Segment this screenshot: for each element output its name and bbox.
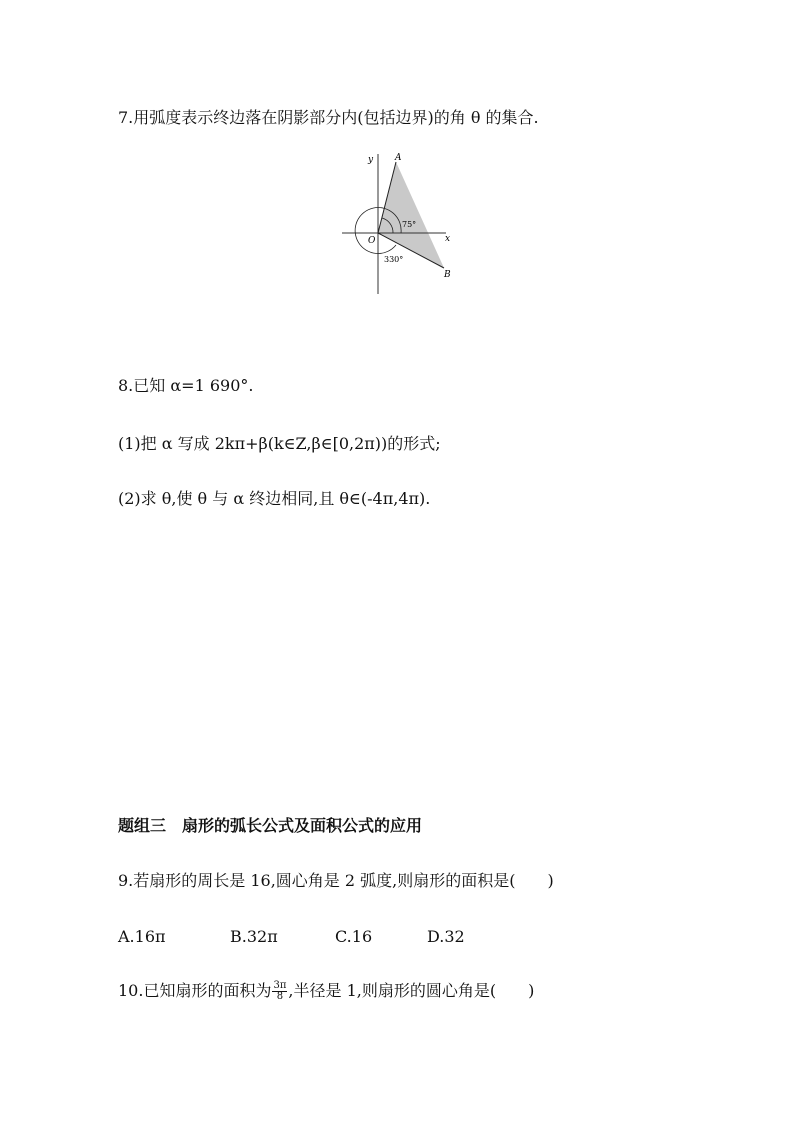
question-9: 9.若扇形的周长是 16,圆心角是 2 弧度,则扇形的面积是( ) [118, 871, 554, 890]
point-a-label: A [395, 153, 402, 163]
choice-d[interactable]: D.32 [427, 927, 465, 946]
fraction-denominator: 8 [276, 991, 284, 1002]
angle-75-label: 75° [402, 220, 417, 229]
question-9-choices [118, 927, 465, 947]
angle-figure [338, 148, 458, 298]
question-10-suffix: ,半径是 1,则扇形的圆心角是( ) [288, 981, 535, 1000]
choice-b[interactable]: B.32π [230, 927, 278, 946]
choice-a[interactable]: A.16π [118, 927, 166, 946]
origin-label: O [368, 236, 376, 246]
question-8: 8.已知 α=1 690°. [118, 376, 254, 395]
question-10 [118, 981, 534, 1002]
choice-c[interactable]: C.16 [335, 927, 373, 946]
x-label: x [445, 234, 451, 244]
y-label: y [368, 155, 374, 165]
section-3-title: 题组三 扇形的弧长公式及面积公式的应用 [118, 816, 423, 835]
angle-330-label: 330° [384, 255, 404, 264]
question-8-part-2: (2)求 θ,使 θ 与 α 终边相同,且 θ∈(-4π,4π). [118, 489, 431, 508]
question-7: 7.用弧度表示终边落在阴影部分内(包括边界)的角 θ 的集合. [118, 108, 539, 127]
question-10-prefix: 10.已知扇形的面积为 [118, 981, 272, 1000]
shaded-region [378, 162, 444, 268]
point-b-label: B [444, 270, 451, 280]
fraction-3pi-over-8 [272, 981, 287, 1002]
fraction-numerator: 3π [273, 980, 287, 991]
question-8-part-1: (1)把 α 写成 2kπ+β(k∈Z,β∈[0,2π))的形式; [118, 434, 441, 453]
